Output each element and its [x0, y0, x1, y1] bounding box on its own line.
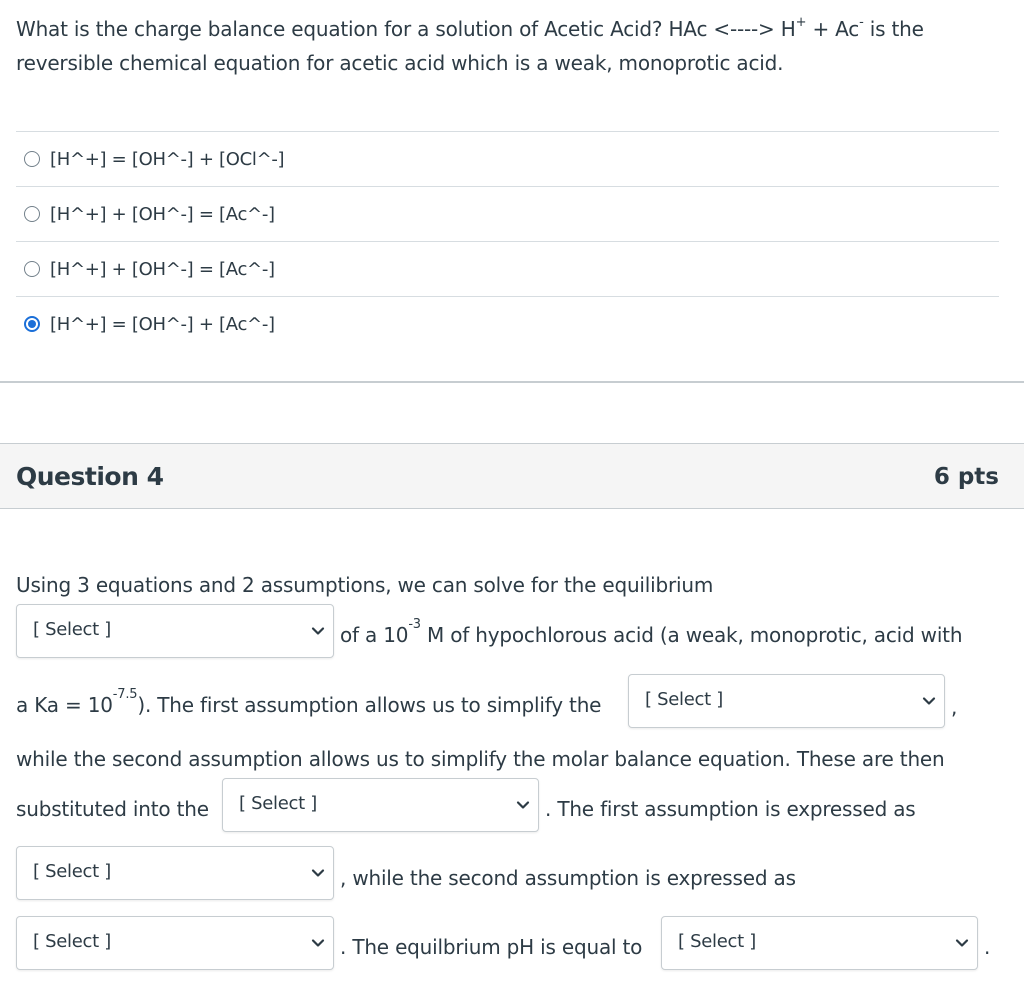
exponent: -7.5	[112, 687, 138, 702]
question-points: 6 pts	[933, 464, 999, 490]
exponent: -3	[408, 617, 421, 632]
answer-option-4[interactable]	[16, 297, 999, 351]
select-dropdown-4[interactable]	[16, 846, 334, 900]
radio-icon[interactable]	[24, 151, 40, 167]
select-dropdown-2[interactable]	[628, 674, 945, 728]
chevron-down-icon	[922, 694, 936, 708]
q4-line3-b: ). The first assumption allows us to simplify the	[137, 693, 602, 717]
q4-line2	[340, 617, 963, 647]
q4-line7-a: . The equilbrium pH is equal to	[340, 935, 643, 959]
answer-label: [H^+] = [OH^-] + [Ac^-]	[50, 313, 275, 335]
select-label: [ Select ]	[33, 861, 112, 882]
answer-list	[16, 131, 999, 351]
select-label: [ Select ]	[33, 619, 112, 640]
chevron-down-icon	[311, 866, 325, 880]
radio-icon[interactable]	[24, 261, 40, 277]
q4-line4: while the second assumption allows us to simplify the molar balance equation. These are then	[16, 747, 945, 771]
period: .	[984, 935, 991, 959]
answer-label: [H^+] = [OH^-] + [OCl^-]	[50, 148, 285, 170]
select-dropdown-6[interactable]	[661, 916, 978, 970]
answer-label: [H^+] + [OH^-] = [Ac^-]	[50, 258, 275, 280]
ac-minus-superscript: -	[859, 15, 864, 30]
chevron-down-icon	[516, 798, 530, 812]
select-label: [ Select ]	[239, 793, 318, 814]
chevron-down-icon	[311, 624, 325, 638]
q4-line2-b: M of hypochlorous acid (a weak, monoprotic, acid with	[420, 623, 963, 647]
q4-line2-a: of a 10	[340, 623, 409, 647]
q4-line5-a: substituted into the	[16, 797, 209, 821]
select-dropdown-1[interactable]	[16, 604, 334, 658]
question-divider	[0, 381, 1024, 383]
q4-line6: , while the second assumption is expressed as	[340, 866, 796, 890]
question-header	[0, 443, 1024, 509]
radio-icon[interactable]	[24, 206, 40, 222]
answer-option-3[interactable]	[16, 242, 999, 297]
question-text-part1: What is the charge balance equation for a solution of Acetic Acid? HAc <----> H	[16, 17, 796, 41]
select-label: [ Select ]	[645, 689, 724, 710]
select-dropdown-5[interactable]	[16, 916, 334, 970]
question-title: Question 4	[16, 462, 164, 491]
question-text	[16, 12, 1001, 80]
q4-line3	[16, 687, 602, 717]
answer-option-2[interactable]	[16, 187, 999, 242]
q4-line1: Using 3 equations and 2 assumptions, we can solve for the equilibrium	[16, 573, 714, 597]
question-text-part3: is the reversible chemical equation for acetic acid which is a weak, monoprotic acid.	[16, 17, 924, 75]
question-text-part2: + Ac	[806, 17, 860, 41]
chevron-down-icon	[955, 936, 969, 950]
comma: ,	[951, 695, 958, 719]
q4-line5-b: . The first assumption is expressed as	[545, 797, 916, 821]
select-label: [ Select ]	[33, 931, 112, 952]
q4-line3-a: a Ka = 10	[16, 693, 113, 717]
select-dropdown-3[interactable]	[222, 778, 539, 832]
select-label: [ Select ]	[678, 931, 757, 952]
h-plus-superscript: +	[795, 15, 807, 30]
radio-selected-icon[interactable]	[24, 316, 40, 332]
answer-label: [H^+] + [OH^-] = [Ac^-]	[50, 203, 275, 225]
answer-option-1[interactable]	[16, 132, 999, 187]
chevron-down-icon	[311, 936, 325, 950]
